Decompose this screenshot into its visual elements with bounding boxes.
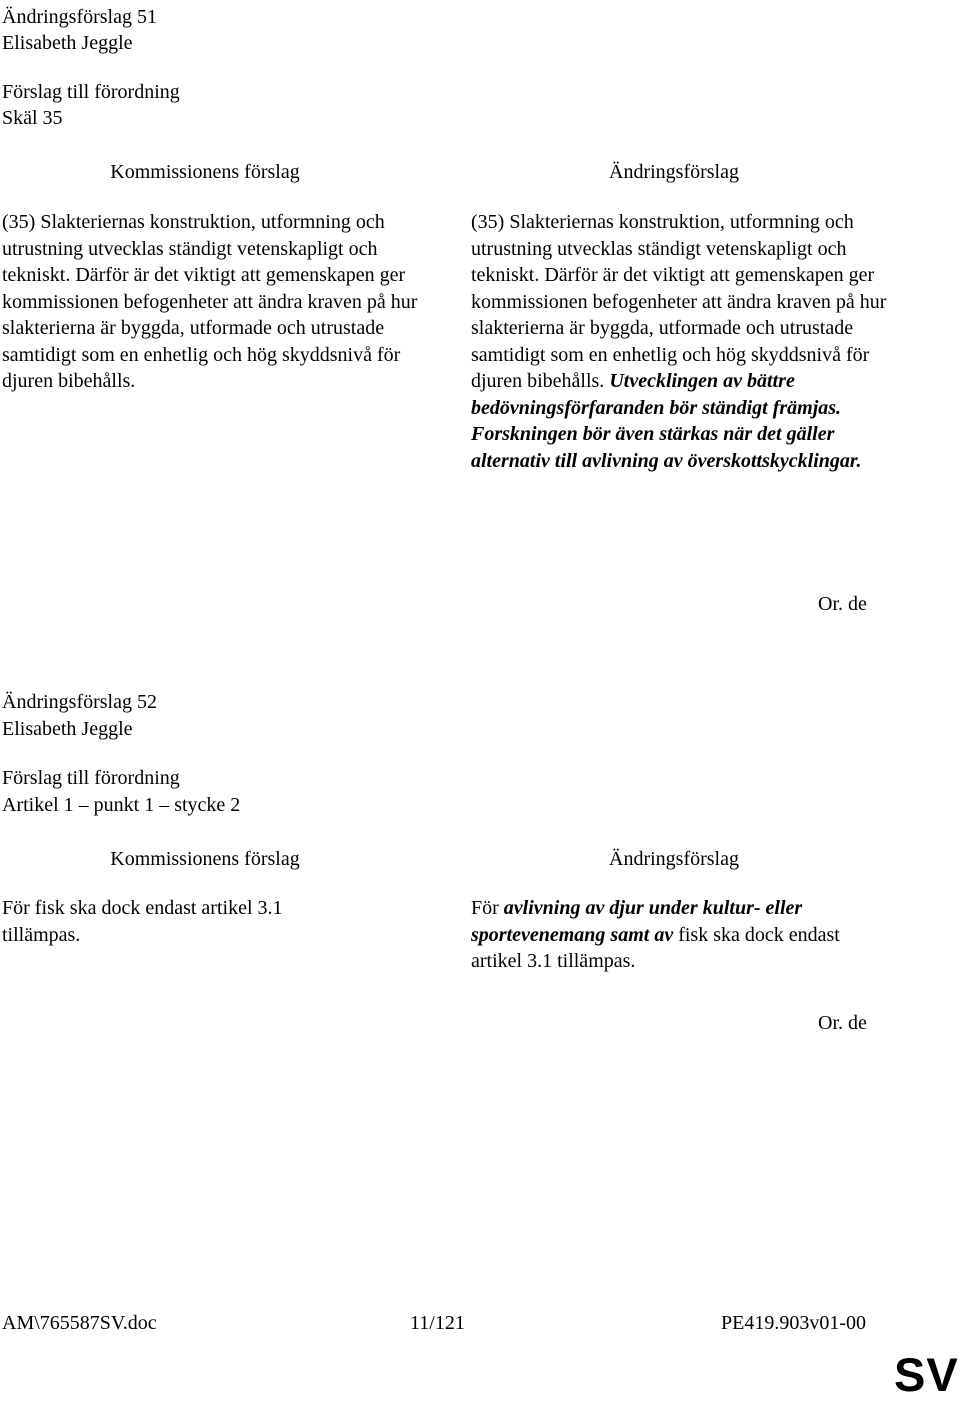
amendment-52-commission-text: För fisk ska dock endast artikel 3.1 tillämpas. xyxy=(2,897,283,946)
amendment-51-number: Ändringsförslag 51 xyxy=(2,6,157,28)
amendment-51-author: Elisabeth Jeggle xyxy=(2,32,133,54)
footer-doc-ref: AM\765587SV.doc xyxy=(2,1312,157,1334)
amendment-51-amendment-text-added: Utvecklingen av bättre bedövningsförfaranden bör ständigt främjas. Forskningen bör även stärkas när det gäller alternativ till avlivning av överskottskycklingar. xyxy=(471,370,862,472)
amendment-52-original-language: Or. de xyxy=(818,1012,867,1034)
amendment-51-commission-text: (35) Slakteriernas konstruktion, utformning och utrustning utvecklas ständigt vetenskapligt och tekniskt. Därför är det viktigt att gemenskapen ger kommissionen befogenheter att ändra kraven på hur slakterierna är byggda, utformade och utrustade samtidigt som en enhetlig och hög skyddsnivå för djuren bibehålls. xyxy=(2,211,418,392)
amendment-52-amendment-text-part1: För xyxy=(471,897,504,919)
footer-page-number: 11/121 xyxy=(410,1312,465,1334)
amendment-52-number: Ändringsförslag 52 xyxy=(2,691,157,713)
amendment-51-amendment-heading: Ändringsförslag xyxy=(609,161,739,183)
amendment-51-amendment-text-plain: (35) Slakteriernas konstruktion, utformning och utrustning utvecklas ständigt vetenskapligt och tekniskt. Därför är det viktigt att gemenskapen ger kommissionen befogenheter att ändra kraven på hur slakterierna är byggda, utformade och utrustade samtidigt som en enhetlig och hög skyddsnivå för djuren bibehålls. xyxy=(471,211,887,392)
amendment-52-author: Elisabeth Jeggle xyxy=(2,718,133,740)
amendment-52-amendment-text-added: avlivning av djur under kultur- eller sportevenemang samt av xyxy=(471,897,803,946)
amendment-51-proposal-type: Förslag till förordning xyxy=(2,81,180,103)
amendment-51-reference: Skäl 35 xyxy=(2,107,63,129)
footer-pe-ref: PE419.903v01-00 xyxy=(721,1312,866,1334)
amendment-51-commission-heading: Kommissionens förslag xyxy=(110,161,300,183)
footer-language-code: SV xyxy=(894,1348,959,1401)
amendment-51-original-language: Or. de xyxy=(818,593,867,615)
amendment-51-amendment-text xyxy=(471,209,911,474)
amendment-52-commission-heading: Kommissionens förslag xyxy=(110,848,300,870)
amendment-52-proposal-type: Förslag till förordning xyxy=(2,767,180,789)
amendment-52-amendment-heading: Ändringsförslag xyxy=(609,848,739,870)
amendment-52-amendment-text xyxy=(471,895,871,975)
amendment-52-reference: Artikel 1 – punkt 1 – stycke 2 xyxy=(2,794,241,816)
amendment-52-amendment-text-part2: fisk ska dock endast artikel 3.1 tillämpas. xyxy=(471,923,840,972)
